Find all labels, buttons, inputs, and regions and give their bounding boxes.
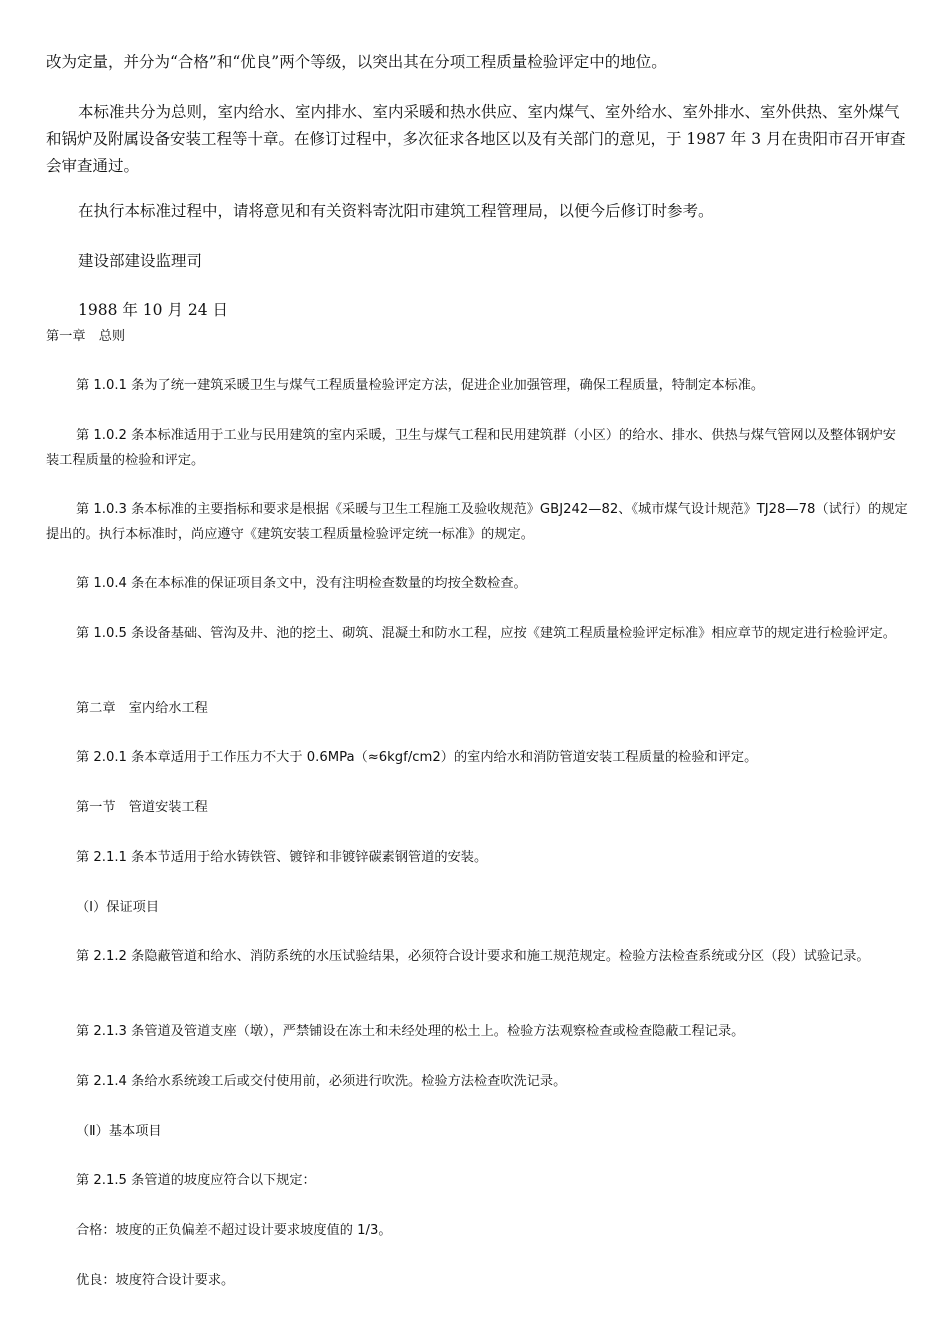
qualified-criterion: 合格：坡度的正负偏差不超过设计要求坡度值的 1/3。 — [76, 1223, 392, 1238]
article-2-1-5: 第 2.1.5 条管道的坡度应符合以下规定： — [76, 1173, 316, 1188]
article-2-1-2: 第 2.1.2 条隐蔽管道和给水、消防系统的水压试验结果，必须符合设计要求和施工规范规定。检验方法检查系统或分区（段）试验记录。 — [76, 949, 870, 964]
preface-paragraph-1: 改为定量，并分为“合格”和“优良”两个等级，以突出其在分项工程质量检验评定中的地位。 — [46, 53, 667, 71]
basic-items-heading: （Ⅱ）基本项目 — [76, 1124, 162, 1139]
chapter-2-heading: 第二章 室内给水工程 — [76, 701, 208, 716]
chapter-1-heading: 第一章 总则 — [46, 329, 126, 344]
article-1-0-2: 第 1.0.2 条本标准适用于工业与民用建筑的室内采暖，卫生与煤气工程和民用建筑群（小区）的给水、排水、供热与煤气管网以及整体钢炉安装工程质量的检验和评定。 — [46, 428, 896, 468]
preface-paragraph-3: 在执行本标准过程中，请将意见和有关资料寄沈阳市建筑工程管理局，以便今后修订时参考。 — [78, 202, 714, 220]
preface-issuer: 建设部建设监理司 — [78, 252, 203, 270]
article-1-0-4: 第 1.0.4 条在本标准的保证项目条文中，没有注明检查数量的均按全数检查。 — [76, 576, 527, 591]
article-2-1-3: 第 2.1.3 条管道及管道支座（墩），严禁铺设在冻土和未经处理的松土上。检验方法观察检查或检查隐蔽工程记录。 — [76, 1024, 745, 1039]
article-1-0-1: 第 1.0.1 条为了统一建筑采暖卫生与煤气工程质量检验评定方法，促进企业加强管理，确保工程质量，特制定本标准。 — [76, 378, 765, 393]
article-2-1-1: 第 2.1.1 条本节适用于给水铸铁管、镀锌和非镀锌碳素钢管道的安装。 — [76, 850, 488, 865]
article-2-1-4: 第 2.1.4 条给水系统竣工后或交付使用前，必须进行吹洗。检验方法检查吹洗记录。 — [76, 1074, 567, 1089]
preface-paragraph-2: 本标准共分为总则，室内给水、室内排水、室内采暖和热水供应、室内煤气、室外给水、室外排水、室外供热、室外煤气和锅炉及附属设备安装工程等十章。在修订过程中，多次征求各地区以及有关部门的意见，于 1987 年 3 月在贵阳市召开审查会审查通过。 — [46, 103, 906, 175]
preface-date: 1988 年 10 月 24 日 — [78, 301, 229, 319]
article-2-0-1: 第 2.0.1 条本章适用于工作压力不大于 0.6MPa（≈6kgf/cm2）的室内给水和消防管道安装工程质量的检验和评定。 — [76, 750, 758, 765]
article-1-0-3: 第 1.0.3 条本标准的主要指标和要求是根据《采暖与卫生工程施工及验收规范》GBJ242—82、《城市煤气设计规范》TJ28—78（试行）的规定提出的。执行本标准时，尚应遵守《建筑安装工程质量检验评定统一标准》的规定。 — [46, 502, 908, 542]
section-1-heading: 第一节 管道安装工程 — [76, 800, 208, 815]
excellent-criterion: 优良：坡度符合设计要求。 — [76, 1273, 235, 1288]
article-1-0-5: 第 1.0.5 条设备基础、管沟及井、池的挖土、砌筑、混凝土和防水工程，应按《建筑工程质量检验评定标准》相应章节的规定进行检验评定。 — [76, 626, 896, 641]
guarantee-items-heading: （Ⅰ）保证项目 — [76, 900, 160, 915]
